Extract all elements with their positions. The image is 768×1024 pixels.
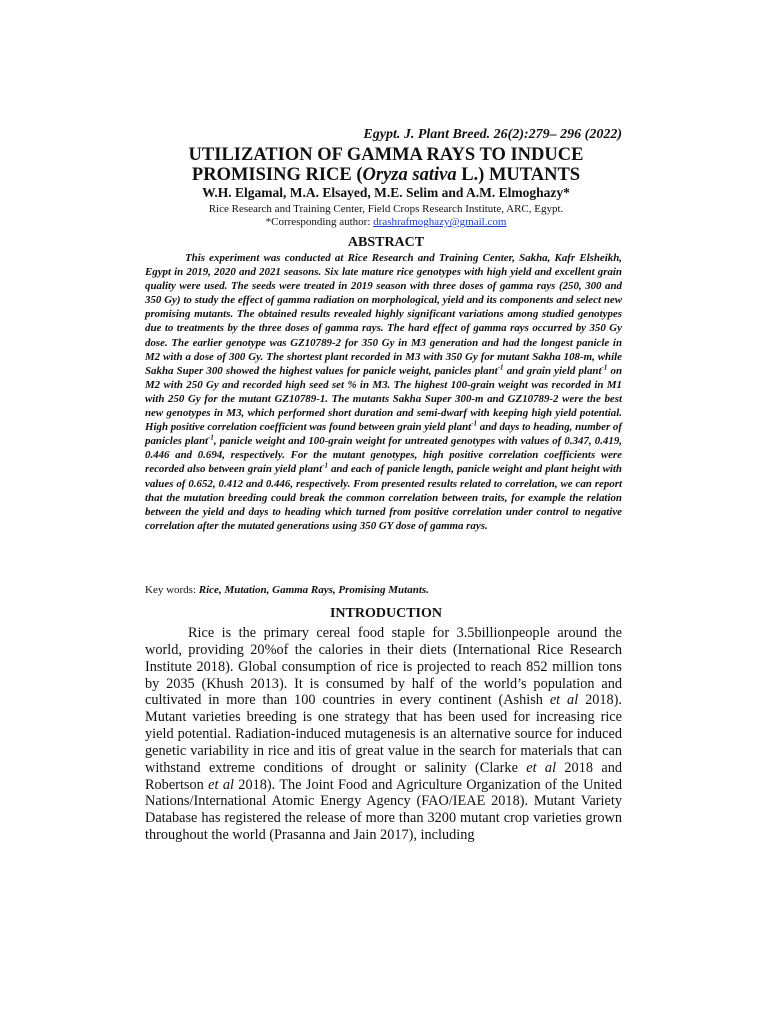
superscript: -1 (497, 363, 504, 372)
title-line-2-pre: PROMISING RICE ( (191, 165, 363, 185)
keywords (145, 584, 622, 596)
abstract-part: This experiment was conducted at Rice Research and Training Center, Sakha, Kafr Elsheikh, Egypt in 2019, 2020 and 2021 seasons. Six late mature rice genotypes with high yield and excellent grain quality were used. The seeds were treated in 2019 season with three doses of gamma rays (250, 300 and 350 Gy) to study the effect of gamma radiation on morphological, yield and its components and select new promising mutants. The obtained results revealed highly significant variations among studied genotypes due to treatments by the three doses of gamma rays. The hard effect of gamma rays occurred by 350 Gy dose. The earlier genotype was GZ10789-2 for 350 Gy in M3 generation and had the longest panicle in M2 with a dose of 300 Gy. The shortest plant recorded in M3 with 350 Gy for mutant Sakha 108-m, while Sakha Super 300 showed the highest values for panicle weight, panicles plant (145, 252, 622, 377)
et-al: et al (526, 759, 557, 776)
abstract-heading: ABSTRACT (347, 235, 425, 250)
intro-part: 2018). Mutant varieties breeding is one strategy that has been used for increasing rice yield potential. Radiation-induced mutagenesis is an alternative source for induced genetic variability in rice and itis of great value in the search for materials that can withstand extreme conditions of drought or salinity (Clarke (145, 692, 622, 776)
corresponding-author (120, 216, 652, 229)
intro-part: 2018 and Robertson (145, 759, 622, 793)
introduction-heading: INTRODUCTION (329, 606, 442, 621)
superscript: -1 (601, 363, 608, 372)
intro-part: Rice is the primary cereal food staple for 3.5billionpeople around the world, providing 20%of the calories in their diets (International Rice Research Institute 2018). Global consumption of rice is projected to reach 852 million tons by 2035 (Khush 2013). It is consumed by half of the world’s population and cultivated in more than 100 countries in every continent (Ashish (145, 625, 622, 709)
affiliation-institute: Rice Research and Training Center, Field Crops Research Institute, ARC, Egypt. (208, 203, 564, 215)
title-species: Oryza sativa (362, 165, 457, 185)
et-al: et al (549, 692, 579, 709)
abstract-part: and grain yield plant (503, 364, 602, 377)
title-line-2 (120, 165, 652, 185)
abstract-part: and days to heading, number of panicles plant (145, 421, 622, 448)
corresponding-label: *Corresponding author: (265, 216, 374, 228)
author-list: W.H. Elgamal, M.A. Elsayed, M.E. Selim and A.M. Elmoghazy* (202, 185, 570, 200)
keywords-values: Rice, Mutation, Gamma Rays, Promising Mutants. (198, 584, 429, 596)
abstract-part: , panicle weight and 100-grain weight for untreated genotypes with values of 0.347, 0.419, 0.446 and 0.694, respectively. For the mutant genotypes, high positive correlation coefficients were recorded also between grain yield plant (145, 435, 622, 476)
email-link[interactable]: drashrafmoghazy@gmail.com (373, 216, 507, 228)
superscript: -1 (208, 433, 214, 442)
abstract-part: and each of panicle length, panicle weight and plant height with values of 0.652, 0.412 and 0.446, respectively. From presented results related to correlation, we can report that the mutation breeding could break the common correlation between traits, for example the relation between the yield and days to heading which turned from positive correlation under control to negative correlation after the mutated generations using 350 GY dose of gamma rays. (145, 463, 622, 532)
superscript: -1 (471, 419, 478, 428)
abstract-part: on M2 with 250 Gy and recorded high seed set % in M3. The highest 100-grain weight was recorded in M1 with 250 Gy for the mutant GZ10789-1. The mutants Sakha Super 300-m and GZ10789-2 were the best new genotypes in M3, which performed short duration and semi-dwarf with keeping high yield potential. High positive correlation coefficient was found between grain yield plant (145, 364, 623, 434)
introduction-text (145, 625, 622, 844)
affiliation (120, 203, 652, 229)
et-al: et al (208, 776, 234, 793)
superscript: -1 (322, 461, 328, 470)
paper-title (120, 145, 652, 185)
keywords-label: Key words: (145, 584, 199, 596)
title-line-1: UTILIZATION OF GAMMA RAYS TO INDUCE (188, 145, 584, 165)
intro-part: 2018). The Joint Food and Agriculture Organization of the United Nations/International Atomic Energy Agency (FAO/IEAE 2018). Mutant Variety Database has registered the release of more than 3200 mutant crop varieties grown throughout the world (Prasanna and Jain 2017), including (145, 776, 622, 844)
abstract-text (145, 251, 622, 533)
journal-citation: Egypt. J. Plant Breed. 26(2):279– 296 (2022) (363, 127, 622, 142)
title-line-2-post: L.) MUTANTS (456, 165, 581, 185)
